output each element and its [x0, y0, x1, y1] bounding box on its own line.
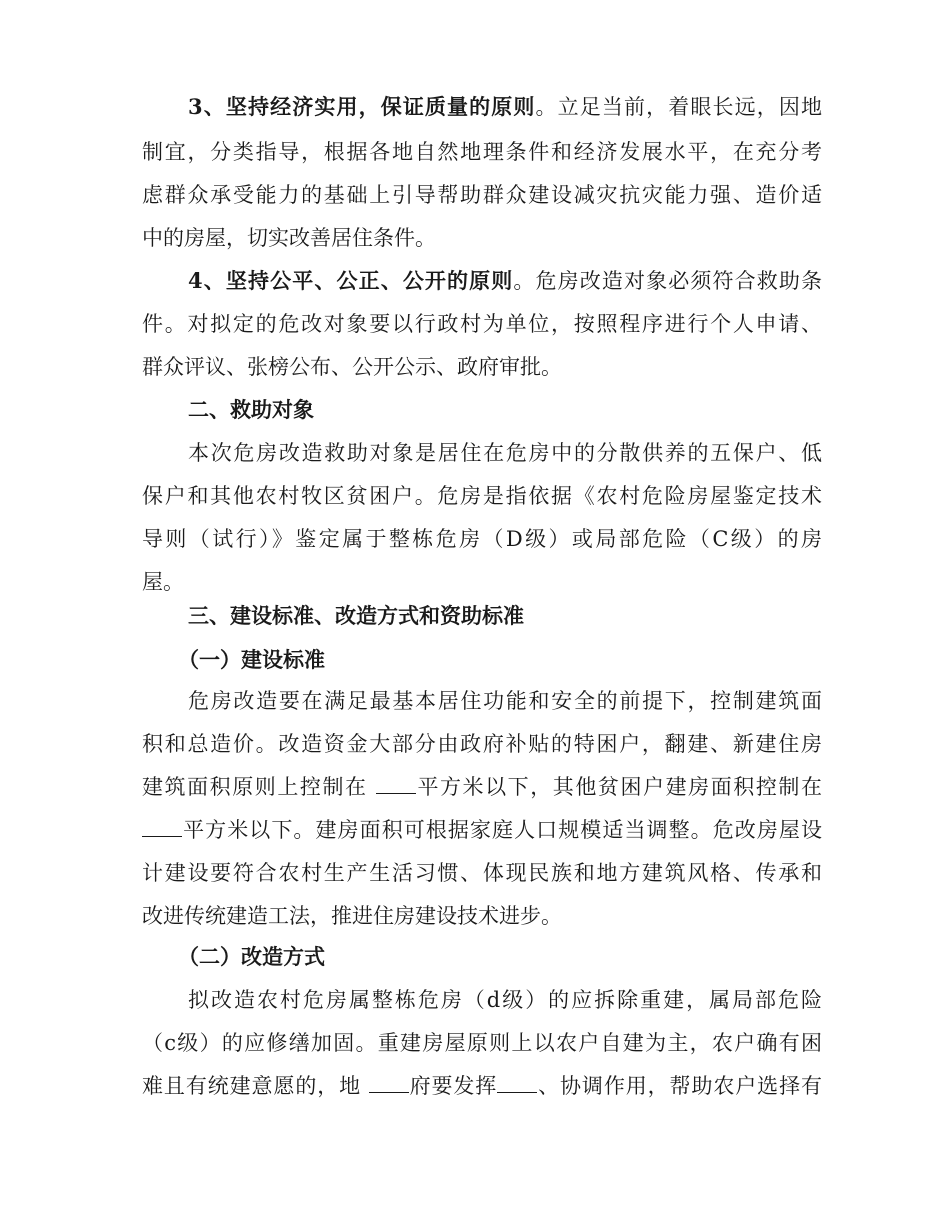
paragraph-line: 件。对拟定的危改对象要以行政村为单位，按照程序进行个人申请、: [142, 312, 822, 336]
paragraph-line: 积和总造价。改造资金大部分由政府补贴的特困户，翻建、新建住房: [142, 732, 822, 756]
paragraph-line: 拟改造农村危房属整栋危房（d级）的应拆除重建，属局部危险: [188, 988, 822, 1012]
paragraph-line: 屋。: [142, 570, 184, 594]
principle-4-heading: 4、坚持公平、公正、公开的原则: [188, 268, 514, 293]
subsection-heading-1: （一）建设标准: [178, 647, 325, 672]
paragraph-line: 危房改造要在满足最基本居住功能和安全的前提下，控制建筑面: [188, 689, 822, 713]
paragraph-line: 保户和其他农村牧区贫困户。危房是指依据《农村危险房屋鉴定技术: [142, 484, 822, 508]
blank-underline: [369, 1074, 409, 1093]
paragraph-line: 虑群众承受能力的基础上引导帮助群众建设减灾抗灾能力强、造价适: [142, 183, 822, 207]
paragraph-line: 难且有统建意愿的，地 府要发挥 、协调作用，帮助农户选择有: [142, 1074, 822, 1098]
paragraph-line: 制宜，分类指导，根据各地自然地理条件和经济发展水平，在充分考: [142, 140, 822, 164]
subsection-heading-2: （二）改造方式: [178, 944, 325, 969]
blank-underline: [376, 775, 416, 794]
section-heading-2: 二、救助对象: [188, 397, 314, 422]
paragraph-line: 本次危房改造救助对象是居住在危房中的分散供养的五保户、低: [188, 441, 822, 465]
paragraph-line: 平方米以下。建房面积可根据家庭人口规模适当调整。危改房屋设: [142, 815, 822, 845]
paragraph-line: 改进传统建造工法，推进住房建设技术进步。: [142, 904, 562, 928]
principle-3-heading: 3、坚持经济实用，保证质量的原则: [188, 94, 536, 119]
blank-underline: [142, 818, 182, 837]
paragraph-line: 建筑面积原则上控制在 平方米以下，其他贫困户建房面积控制在: [142, 775, 822, 799]
section-heading-3: 三、建设标准、改造方式和资助标准: [188, 603, 524, 628]
paragraph-line: 4、坚持公平、公正、公开的原则。危房改造对象必须符合救助条: [188, 268, 822, 293]
paragraph-line: 中的房屋，切实改善居住条件。: [142, 226, 436, 250]
paragraph-line: 群众评议、张榜公布、公开公示、政府审批。: [142, 355, 562, 379]
paragraph-line: 导则（试行）》鉴定属于整栋危房（D级）或局部危险（C级）的房: [142, 527, 822, 551]
paragraph-line: 计建设要符合农村生产生活习惯、体现民族和地方建筑风格、传承和: [142, 861, 822, 885]
paragraph-line: 3、坚持经济实用，保证质量的原则。立足当前，着眼长远，因地: [188, 94, 822, 119]
paragraph-line: （c级）的应修缮加固。重建房屋原则上以农户自建为主，农户确有困: [142, 1031, 822, 1055]
blank-underline: [497, 1074, 537, 1093]
